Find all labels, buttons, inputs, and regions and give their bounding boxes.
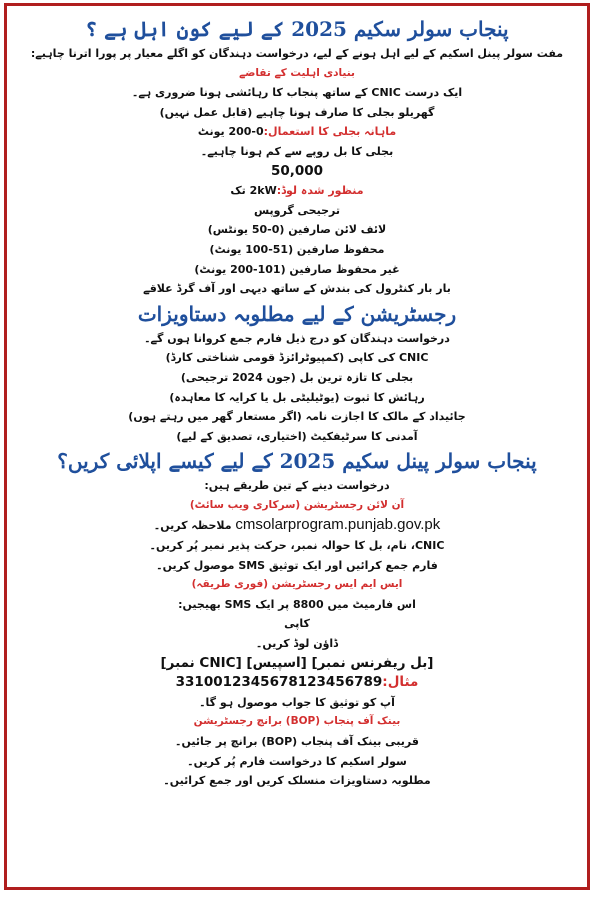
- apply-heading: پنجاب سولر پینل سکیم 2025 کے لیے کیسے اپلائی کریں؟: [57, 449, 537, 474]
- sanctioned-load-label: منظور شدہ لوڈ:: [276, 184, 364, 198]
- consumer-requirement: گھریلو بجلی کا صارف ہونا چاہیے (قابل عمل نہیں): [159, 105, 435, 119]
- protected-consumers: محفوظ صارفین (51-100 یونٹ): [209, 242, 385, 256]
- submit-form-step: فارم جمع کرائیں اور ایک توثیق SMS موصول کریں۔: [156, 558, 438, 572]
- lifeline-consumers: لائف لائن صارفین (0-50 یونٹس): [207, 223, 387, 237]
- bop-form-step: سولر اسکیم کا درخواست فارم پُر کریں۔: [187, 754, 407, 768]
- document-residence-proof: رہائش کا ثبوت (یوٹیلیٹی بل یا کرایہ کا معاہدہ): [169, 390, 425, 404]
- website-url[interactable]: cmsolarprogram.punjab.gov.pk: [235, 516, 441, 534]
- bill-limit-amount: 50,000: [270, 162, 324, 179]
- sms-example-label: مثال:: [382, 674, 419, 691]
- sms-example-value: 3310012345678123456789: [175, 674, 383, 691]
- documents-heading: رجسٹریشن کے لیے مطلوبہ دستاویزات: [137, 301, 457, 326]
- download-text: ڈاؤن لوڈ کریں۔: [255, 637, 339, 651]
- cnic-requirement: ایک درست CNIC کے ساتھ پنجاب کا رہائشی ہونا ضروری ہے۔: [131, 86, 463, 100]
- bill-limit-line: بجلی کا بل روپے سے کم ہونا چاہیے۔: [200, 144, 394, 158]
- document-cnic-copy: CNIC کی کاپی (کمپیوٹرائزڈ قومی شناختی کارڈ): [165, 351, 429, 365]
- bop-registration-subheading: بینک آف پنجاب (BOP) برانچ رجسٹریشن: [193, 715, 401, 728]
- document-income-certificate: آمدنی کا سرٹیفکیٹ (اختیاری، تصدیق کے لیے): [176, 429, 418, 443]
- unprotected-consumers: غیر محفوظ صارفین (101-200 یونٹ): [194, 262, 400, 276]
- website-line: [17, 515, 577, 536]
- document-content: [17, 14, 577, 881]
- confirmation-note: آپ کو توثیق کا جواب موصول ہو گا۔: [199, 695, 395, 709]
- website-visit-text: ملاحظہ کریں۔: [153, 519, 232, 533]
- copy-text: کاپی: [284, 617, 310, 631]
- sms-format: [بل ریفرنس نمبر] [اسپیس] [CNIC نمبر]: [160, 654, 434, 671]
- document-frame: [4, 3, 590, 890]
- eligibility-intro: مفت سولر پینل اسکیم کے لیے اہل ہونے کے لیے، درخواست دہندگان کو اگلے معیار پر پورا اترنا چاہیے:: [30, 47, 564, 60]
- monthly-usage-line: [17, 122, 577, 142]
- sms-registration-subheading: ایس ایم ایس رجسٹریشن (فوری طریقہ): [191, 578, 403, 591]
- documents-intro: درخواست دہندگان کو درج ذیل فارم جمع کروانا ہوں گے۔: [144, 331, 450, 345]
- online-registration-subheading: آن لائن رجسٹریشن (سرکاری ویب سائٹ): [189, 498, 405, 511]
- document-owner-permission: جائیداد کے مالک کا اجازت نامہ (اگر مستعار گھر میں رہتے ہوں): [128, 410, 466, 424]
- loadshedding-areas: بار بار کنٹرول کی بندش کے ساتھ دیہی اور آف گرڈ علاقے: [143, 282, 451, 296]
- sanctioned-load-line: [17, 181, 577, 201]
- sms-example-line: [17, 673, 577, 693]
- monthly-usage-value: 0-200 یونٹ: [197, 125, 264, 139]
- sanctioned-load-value: 2kW تک: [230, 184, 277, 198]
- sms-send-instruction: اس فارمیٹ میں 8800 پر ایک SMS بھیجیں:: [178, 597, 416, 611]
- eligibility-heading: پنجاب سولر سکیم 2025 کے لیے کون اہل ہے ؟: [85, 17, 509, 41]
- bop-visit-step: قریبی بینک آف پنجاب (BOP) برانچ پر جائیں۔: [175, 735, 419, 748]
- priority-groups-heading: ترجیحی گروپس: [253, 203, 341, 217]
- basic-requirements-subheading: بنیادی اہلیت کے تقاضے: [239, 66, 355, 79]
- bop-documents-step: مطلوبہ دستاویزات منسلک کریں اور جمع کرائیں۔: [163, 774, 431, 788]
- document-electricity-bill: بجلی کا تازہ ترین بل (جون 2024 ترجیحی): [180, 370, 414, 384]
- monthly-usage-label: ماہانہ بجلی کا استعمال:: [263, 125, 397, 139]
- apply-intro: درخواست دینے کے تین طریقے ہیں:: [204, 479, 390, 493]
- enter-details-step: CNIC، نام، بل کا حوالہ نمبر، حرکت پذیر نمبر پُر کریں۔: [149, 539, 445, 553]
